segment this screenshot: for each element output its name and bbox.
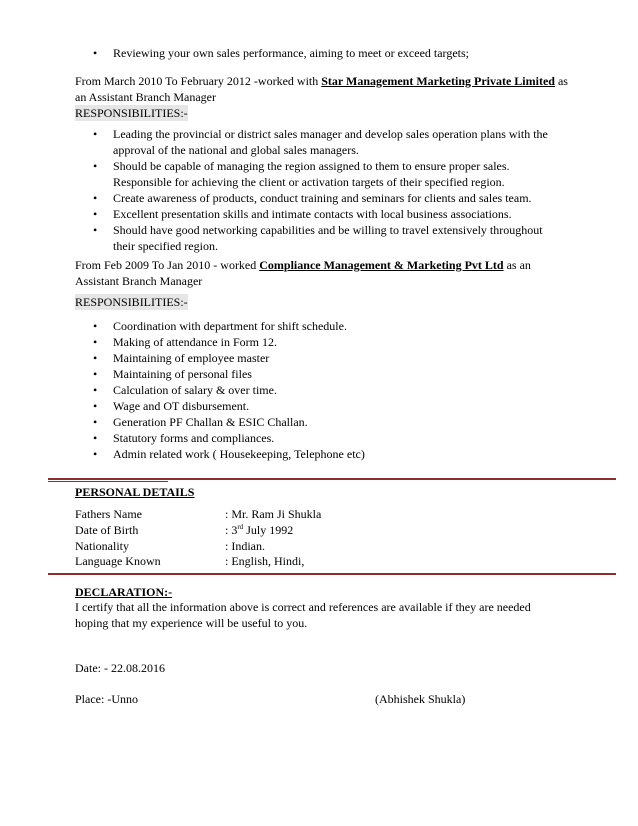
list-item: • Create awareness of products, conduct training and seminars for clients and sales team. bbox=[93, 190, 553, 206]
list-item: • Reviewing your own sales performance, aiming to meet or exceed targets; bbox=[93, 45, 563, 61]
field-label: Date of Birth bbox=[75, 523, 139, 537]
job1-suffix: as an Assistant Branch Manager bbox=[75, 74, 568, 104]
field-value: : Indian. bbox=[225, 539, 265, 553]
declaration-text: I certify that all the information above is correct and references are available if they are needed hoping that my experience will be useful to you. bbox=[75, 600, 531, 630]
declaration-heading: DECLARATION:- bbox=[75, 585, 173, 599]
top-bullet-list bbox=[93, 45, 563, 61]
list-item: • Wage and OT disbursement. bbox=[93, 398, 553, 414]
list-item: • Making of attendance in Form 12. bbox=[93, 334, 553, 350]
list-item: • Maintaining of employee master bbox=[93, 350, 553, 366]
list-item: • Admin related work ( Housekeeping, Telephone etc) bbox=[93, 446, 553, 462]
personal-details-heading: PERSONAL DETAILS bbox=[75, 485, 195, 499]
dob-month-year: July 1992 bbox=[243, 523, 294, 537]
field-value: : English, Hindi, bbox=[225, 554, 305, 568]
list-item: • Statutory forms and compliances. bbox=[93, 430, 553, 446]
list-item: • Should be capable of managing the region assigned to them to ensure proper sales. Responsible for achieving the client or activation targets of their specified region. bbox=[93, 158, 553, 190]
dob-ordinal: rd bbox=[237, 523, 244, 531]
personal-row-date-of-birth bbox=[75, 522, 595, 538]
list-item: • Calculation of salary & over time. bbox=[93, 382, 553, 398]
section-divider bbox=[48, 573, 616, 575]
job1-responsibilities-list bbox=[93, 126, 553, 254]
dob-day: : 3 bbox=[225, 523, 238, 537]
job1-responsibilities-label: RESPONSIBILITIES:- bbox=[75, 106, 188, 120]
field-label: Language Known bbox=[75, 554, 161, 568]
field-label: Fathers Name bbox=[75, 507, 142, 521]
list-item: • Coordination with department for shift schedule. bbox=[93, 318, 553, 334]
list-item: • Excellent presentation skills and intimate contacts with local business associations. bbox=[93, 206, 553, 222]
personal-row-fathers-name bbox=[75, 506, 595, 522]
list-item: • Leading the provincial or district sales manager and develop sales operation plans with the approval of the national and global sales managers. bbox=[93, 126, 553, 158]
declaration-place: Place: -Unno bbox=[75, 692, 138, 706]
job2-prefix: From Feb 2009 To Jan 2010 - worked bbox=[75, 258, 260, 272]
field-label: Nationality bbox=[75, 539, 129, 553]
signature-name: (Abhishek Shukla) bbox=[375, 692, 466, 706]
job2-suffix: as an Assistant Branch Manager bbox=[75, 258, 531, 288]
job1-company: Star Management Marketing Private Limited bbox=[321, 74, 555, 88]
job2-responsibilities-list bbox=[93, 318, 553, 462]
field-value: : Mr. Ram Ji Shukla bbox=[225, 507, 322, 521]
job2-summary bbox=[75, 257, 570, 289]
job2-company: Compliance Management & Marketing Pvt Ltd bbox=[259, 258, 504, 272]
declaration-date: Date: - 22.08.2016 bbox=[75, 661, 165, 675]
personal-row-nationality bbox=[75, 538, 595, 554]
list-item: • Generation PF Challan & ESIC Challan. bbox=[93, 414, 553, 430]
list-item: • Maintaining of personal files bbox=[93, 366, 553, 382]
section-divider-secondary bbox=[48, 481, 168, 482]
list-item: • Should have good networking capabilities and be willing to travel extensively throughout their specified region. bbox=[93, 222, 553, 254]
personal-row-language bbox=[75, 553, 595, 569]
section-divider bbox=[48, 478, 616, 480]
field-value bbox=[225, 522, 293, 538]
job2-responsibilities-label: RESPONSIBILITIES:- bbox=[75, 295, 188, 309]
job1-summary bbox=[75, 73, 570, 105]
job1-prefix: From March 2010 To February 2012 -worked with bbox=[75, 74, 322, 88]
